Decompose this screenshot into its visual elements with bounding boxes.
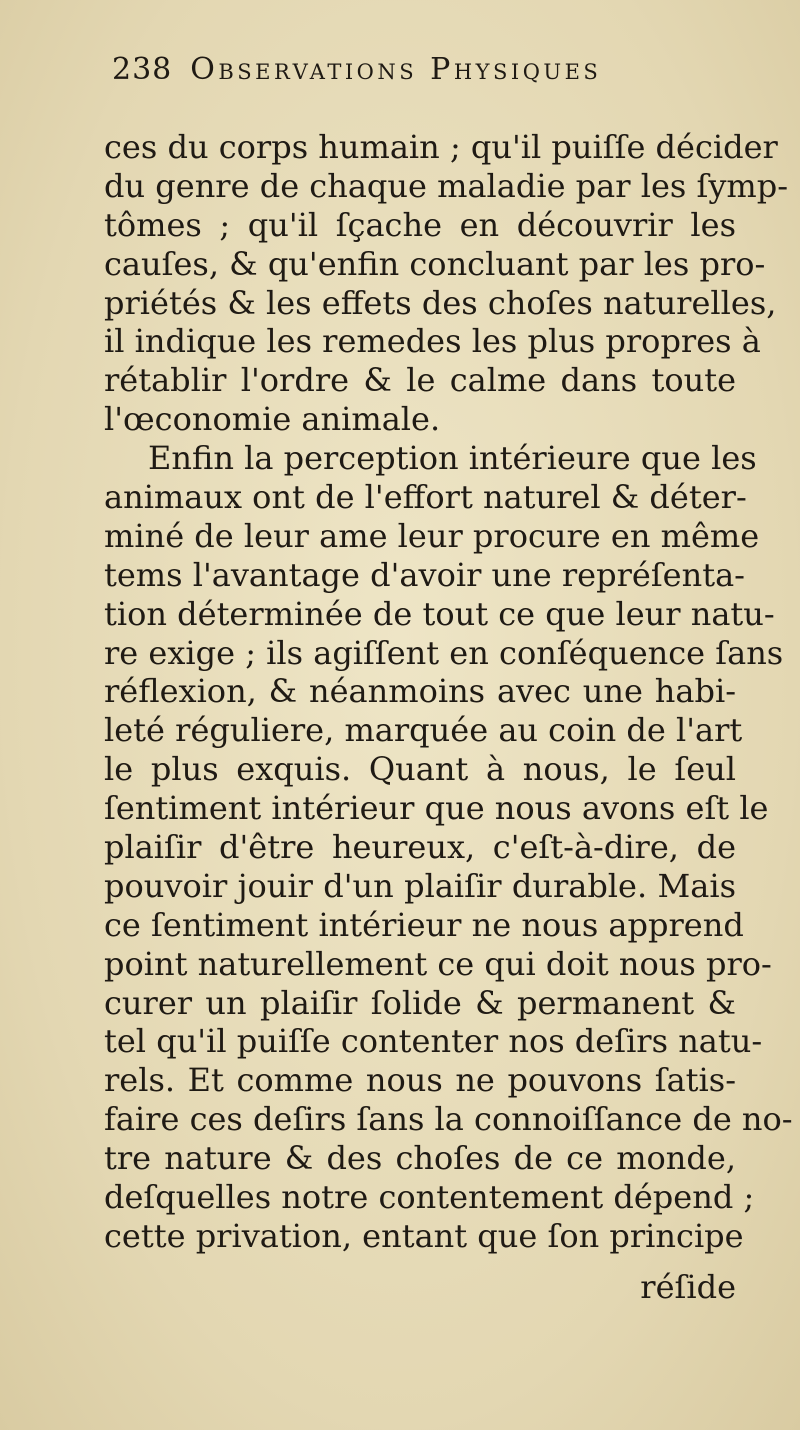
text-line: du genre de chaque maladie par les ſymp- (104, 166, 789, 205)
text-line: ſentiment intérieur que nous avons eſt le (104, 789, 769, 828)
text-line: réflexion, & néanmoins avec une habi- (104, 672, 736, 711)
text-line: tion déterminée de tout ce que leur natu- (104, 594, 775, 633)
text-line: cauſes, & qu'enfin concluant par les pro- (104, 244, 766, 283)
body-text (104, 128, 793, 1256)
running-title: Observations Physiques (190, 52, 602, 87)
text-line: tre nature & des choſes de ce monde, (104, 1139, 736, 1178)
text-line: tel qu'il puiſſe contenter nos deſirs natu- (104, 1022, 763, 1061)
text-line: l'œconomie animale. (104, 400, 441, 439)
text-line: miné de leur ame leur procure en même (104, 516, 760, 555)
text-line: animaux ont de l'effort naturel & déter- (104, 478, 747, 517)
page-number: 238 (112, 52, 173, 87)
text-line: le plus exquis. Quant à nous, le ſeul (104, 750, 736, 789)
text-line: leté réguliere, marquée au coin de l'art (104, 711, 743, 750)
text-line: Enfin la perception intérieure que les (148, 439, 757, 478)
text-line: plaiſir d'être heureux, c'eſt-à-dire, de (104, 828, 736, 867)
text-line: ce ſentiment intérieur ne nous apprend (104, 905, 744, 944)
text-line: tems l'avantage d'avoir une repréſenta- (104, 555, 745, 594)
catchword: réſide (640, 1268, 736, 1306)
text-line: ces du corps humain ; qu'il puiſſe décider (104, 128, 778, 166)
text-line: point naturellement ce qui doit nous pro- (104, 944, 772, 983)
text-line: il indique les remedes les plus propres à (104, 322, 761, 361)
text-line: deſquelles notre contentement dépend ; (104, 1178, 755, 1217)
text-line: priétés & les effets des choſes naturelles, (104, 283, 777, 322)
text-line: cette privation, entant que ſon principe (104, 1216, 744, 1255)
text-line: curer un plaiſir ſolide & permanent & (104, 983, 736, 1022)
text-line: tômes ; qu'il ſçache en découvrir les (104, 205, 736, 244)
text-line: rels. Et comme nous ne pouvons ſatis- (104, 1061, 736, 1100)
text-line: faire ces deſirs ſans la connoiſſance de no- (104, 1100, 793, 1139)
text-line: rétablir l'ordre & le calme dans toute (104, 361, 736, 400)
text-line: re exige ; ils agiſſent en conſéquence ſans (104, 633, 784, 672)
page-header (112, 52, 712, 98)
text-line: pouvoir jouir d'un plaiſir durable. Mais (104, 866, 736, 905)
